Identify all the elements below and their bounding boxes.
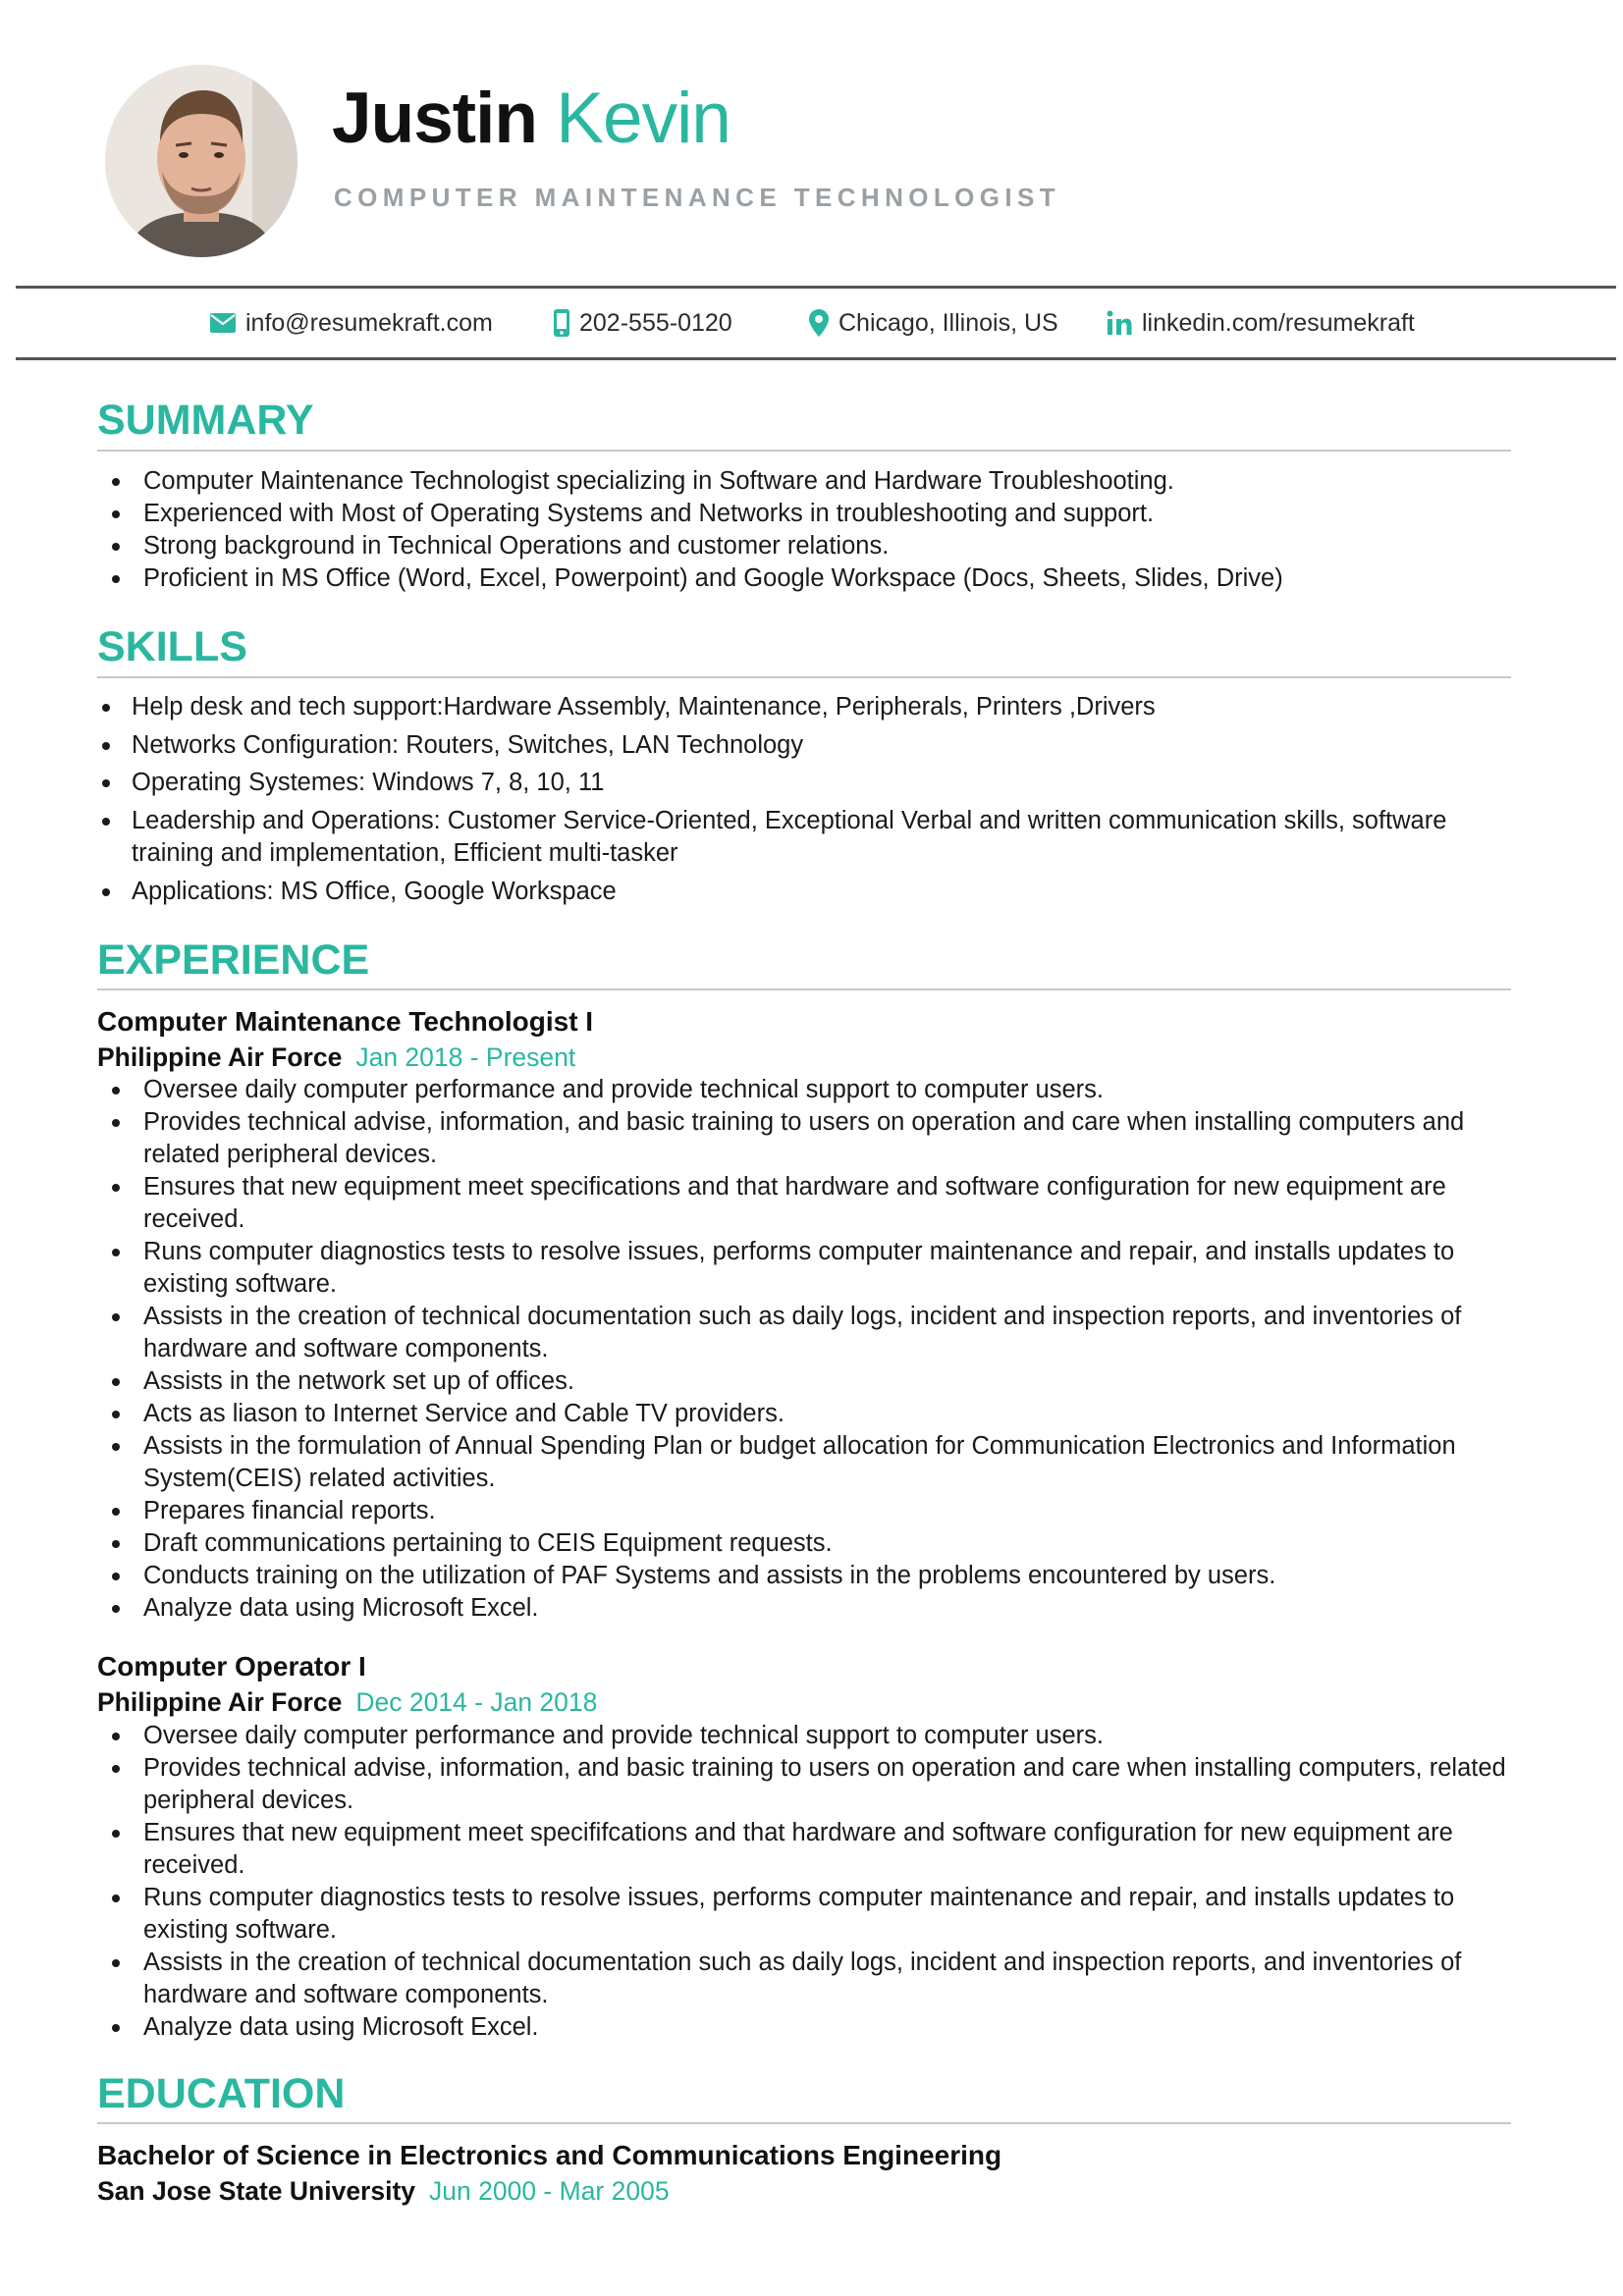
- phone-icon: [554, 309, 569, 337]
- job-title: COMPUTER MAINTENANCE TECHNOLOGIST: [334, 183, 1061, 212]
- education-dates: Jun 2000 - Mar 2005: [429, 2176, 670, 2206]
- list-item: Strong background in Technical Operations and customer relations.: [97, 530, 1521, 562]
- list-item: Networks Configuration: Routers, Switches, LAN Technology: [97, 729, 1511, 763]
- experience-heading: EXPERIENCE: [97, 936, 370, 984]
- list-item: Oversee daily computer performance and provide technical support to computer users.: [97, 1074, 1521, 1106]
- phone-text: 202-555-0120: [579, 308, 732, 337]
- job-org: Philippine Air Force: [97, 1687, 343, 1717]
- job-role: Computer Maintenance Technologist I: [97, 1006, 594, 1037]
- candidate-name: [332, 79, 730, 158]
- job-org-line: [97, 1688, 597, 1717]
- list-item: Oversee daily computer performance and provide technical support to computer users.: [97, 1720, 1521, 1752]
- job-dates: Jan 2018 - Present: [355, 1042, 576, 1072]
- list-item: Computer Maintenance Technologist specializing in Software and Hardware Troubleshooting.: [97, 465, 1521, 498]
- job-org: Philippine Air Force: [97, 1042, 343, 1072]
- profile-photo: [105, 65, 298, 257]
- list-item: Runs computer diagnostics tests to resolve issues, performs computer maintenance and repair, and installs updates to existing software.: [97, 1236, 1521, 1301]
- list-item: Analyze data using Microsoft Excel.: [97, 2011, 1521, 2044]
- contact-email[interactable]: [210, 289, 493, 357]
- list-item: Draft communications pertaining to CEIS Equipment requests.: [97, 1527, 1521, 1560]
- school-line: [97, 2177, 670, 2206]
- list-item: Assists in the creation of technical documentation such as daily logs, incident and inspection reports, and inventories of hardware and software components.: [97, 1947, 1521, 2011]
- list-item: Help desk and tech support:Hardware Assembly, Maintenance, Peripherals, Printers ,Drivers: [97, 691, 1511, 724]
- location-text: Chicago, Illinois, US: [839, 308, 1058, 337]
- degree: Bachelor of Science in Electronics and Communications Engineering: [97, 2140, 1002, 2170]
- job-duties-list: [97, 1074, 1521, 1625]
- list-item: Assists in the creation of technical documentation such as daily logs, incident and inspection reports, and inventories of hardware and software components.: [97, 1301, 1521, 1365]
- summary-heading: SUMMARY: [97, 397, 314, 444]
- list-item: Operating Systemes: Windows 7, 8, 10, 11: [97, 767, 1511, 800]
- list-item: Provides technical advise, information, and basic training to users on operation and care when installing computers, related peripheral devices.: [97, 1752, 1521, 1817]
- list-item: Prepares financial reports.: [97, 1495, 1521, 1527]
- skills-divider: [97, 676, 1511, 678]
- skills-list: [97, 691, 1511, 913]
- list-item: Runs computer diagnostics tests to resolve issues, performs computer maintenance and repair, and installs updates to existing software.: [97, 1882, 1521, 1947]
- list-item: Assists in the formulation of Annual Spending Plan or budget allocation for Communication Electronics and Information System(CEIS) related activities.: [97, 1430, 1521, 1495]
- job-duties-list: [97, 1720, 1521, 2044]
- list-item: Ensures that new equipment meet specifications and that hardware and software configuration for new equipment are received.: [97, 1171, 1521, 1236]
- list-item: Leadership and Operations: Customer Service-Oriented, Exceptional Verbal and written communication skills, software training and implementation, Efficient multi-tasker: [97, 805, 1511, 871]
- contact-linkedin[interactable]: [1107, 289, 1415, 357]
- job-dates: Dec 2014 - Jan 2018: [355, 1687, 598, 1717]
- contact-phone[interactable]: [554, 289, 732, 357]
- list-item: Acts as liason to Internet Service and Cable TV providers.: [97, 1398, 1521, 1430]
- list-item: Conducts training on the utilization of PAF Systems and assists in the problems encountered by users.: [97, 1560, 1521, 1592]
- skills-heading: SKILLS: [97, 623, 247, 670]
- envelope-icon: [210, 313, 236, 333]
- list-item: Proficient in MS Office (Word, Excel, Powerpoint) and Google Workspace (Docs, Sheets, Slides, Drive): [97, 562, 1521, 595]
- list-item: Provides technical advise, information, and basic training to users on operation and care when installing computers and related peripheral devices.: [97, 1106, 1521, 1171]
- list-item: Ensures that new equipment meet specififcations and that hardware and software configuration for new equipment are received.: [97, 1817, 1521, 1882]
- last-name: Kevin: [556, 79, 730, 158]
- email-text: info@resumekraft.com: [245, 308, 493, 337]
- education-heading: EDUCATION: [97, 2070, 346, 2117]
- map-pin-icon: [809, 309, 829, 337]
- contact-bar: [16, 286, 1616, 360]
- job-role: Computer Operator I: [97, 1651, 366, 1682]
- job-org-line: [97, 1043, 575, 1072]
- list-item: Experienced with Most of Operating Systems and Networks in troubleshooting and support.: [97, 498, 1521, 530]
- list-item: Analyze data using Microsoft Excel.: [97, 1592, 1521, 1625]
- experience-divider: [97, 988, 1511, 990]
- list-item: Applications: MS Office, Google Workspace: [97, 876, 1511, 909]
- summary-list: [97, 465, 1521, 595]
- linkedin-icon: [1107, 310, 1132, 336]
- linkedin-text: linkedin.com/resumekraft: [1142, 308, 1415, 337]
- contact-location: [809, 289, 1058, 357]
- education-divider: [97, 2122, 1511, 2124]
- school-name: San Jose State University: [97, 2176, 416, 2206]
- list-item: Assists in the network set up of offices.: [97, 1365, 1521, 1398]
- first-name: Justin: [332, 79, 537, 158]
- summary-divider: [97, 450, 1511, 452]
